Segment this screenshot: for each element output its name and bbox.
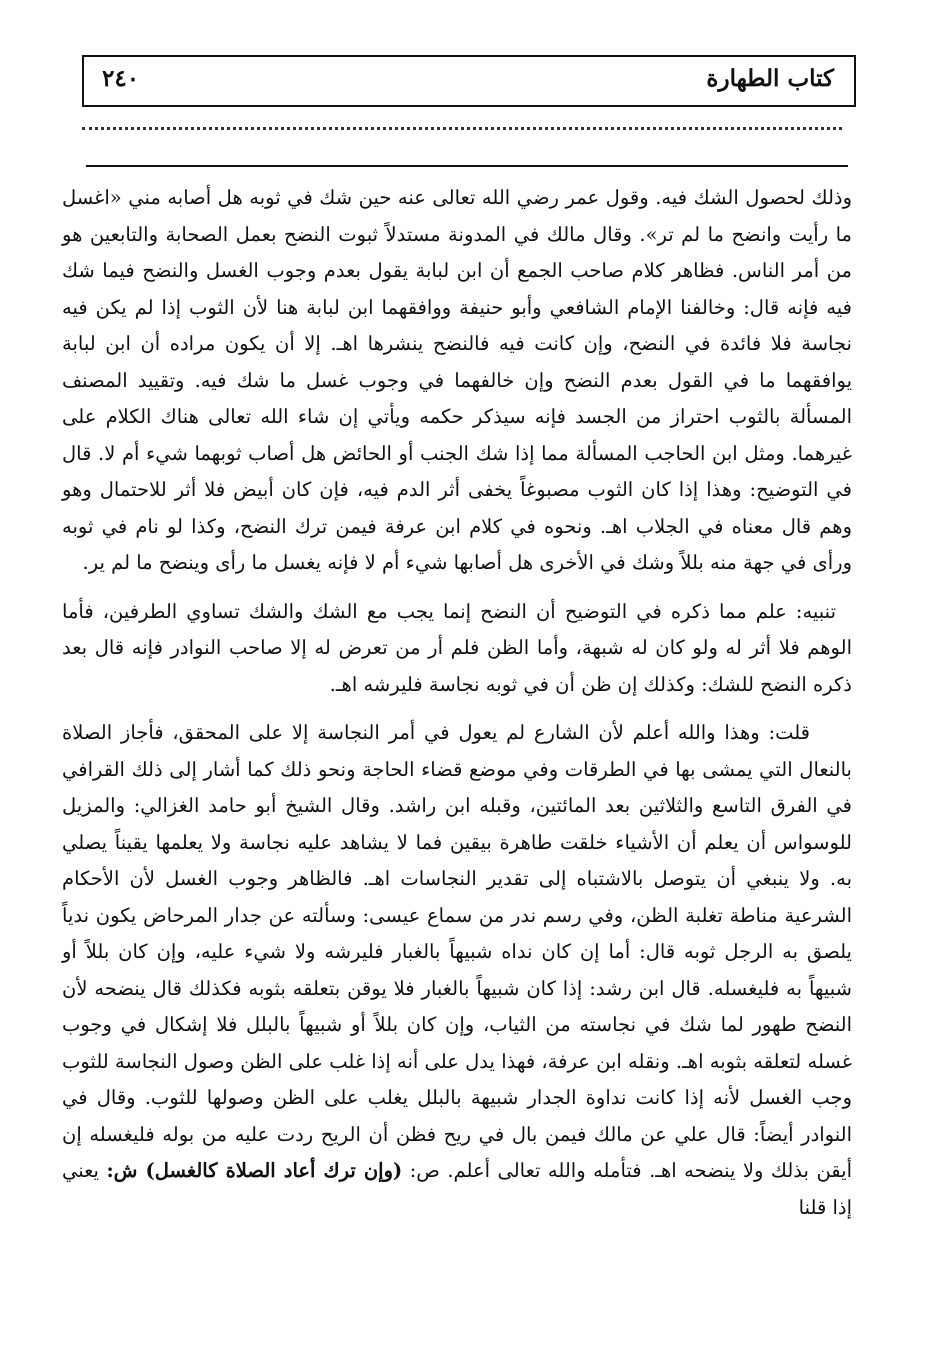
matn-quote: (وإن ترك أعاد الصلاة كالغسل) ش: <box>106 1159 403 1182</box>
paragraph-discussion <box>62 715 852 1226</box>
paragraph-discussion-text: قلت: وهذا والله أعلم لأن الشارع لم يعول في أمر النجاسة إلا على المحقق، فأجاز الصلاة بالنعال التي يمشى بها في الطرقات وفي موضع قضاء الحاجة ونحو ذلك كما أشار إلى ذلك القرافي في الفرق التاسع والثلاثين بعد المائتين، وقبله ابن راشد. وقال الشيخ أبو حامد الغزالي: والمزيل للوسواس أن يعلم أن الأشياء خلقت طاهرة بيقين فما لا يشاهد عليه نجاسة ولا يعلمها يقيناً يصلي به. ولا ينبغي أن يتوصل بالاشتباه إلى تقدير النجاسات اهـ. فالظاهر وجوب الغسل لأن الأحكام الشرعية مناطة تغلبة الظن، وفي رسم ندر من سماع عيسى: وسألته عن جدار المرحاض يكون ندياً يلصق به الرجل ثوبه قال: أما إن كان نداه شبيهاً بالغبار فليرشه ولا شيء عليه، وإن كان بللاً أو شبيهاً به فليغسله. قال ابن رشد: إذا كان شبيهاً بالغبار فلا يوقن بتعلقه بثوبه فكذلك قال ينضحه لأن النضح طهور لما شك في نجاسته من الثياب، وإن كان بللاً أو شبيهاً بالبلل فلا إشكال في وجوب غسله لتعلقه بثوبه اهـ. ونقله ابن عرفة، فهذا يدل على أنه إذا غلب على الظن وصول النجاسة للثوب وجب الغسل لأنه إذا كانت نداوة الجدار شبيهة بالبلل يغلب على الظن وصولها للثوب. وقال في النوادر أيضاً: قال علي عن مالك فيمن بال في ريح فظن أن الريح ردت عليه من بوله فليغسله إن أيقن بذلك ولا ينضحه اهـ. فتأمله والله تعالى أعلم. ص: <box>62 721 852 1182</box>
page-body <box>62 180 852 1226</box>
paragraph-note: تنبيه: علم مما ذكره في التوضيح أن النضح إنما يجب مع الشك والشك تساوي الطرفين، فأما الوهم فلا أثر له ولو كان له شبهة، وأما الظن فلم أر من تعرض له إلا صاحب النوادر فإنه قال بعد ذكره النضح للشك: وكذلك إن ظن أن في ثوبه نجاسة فليرشه اهـ. <box>62 599 852 696</box>
page-number: ٢٤٠ <box>102 65 140 92</box>
running-header <box>82 55 856 107</box>
paragraph-commentary: وذلك لحصول الشك فيه. وقول عمر رضي الله تعالى عنه حين شك في ثوبه هل أصابه مني «اغسل ما رأيت وانضح ما لم تر». وقال مالك في المدونة مستدلاً ثبوت النضح بعمل الصحابة والتابعين هو من أمر الناس. فظاهر كلام صاحب الجمع أن ابن لبابة يقول بعدم وجوب الغسل والنضح فيما شك فيه فإنه قال: وخالفنا الإمام الشافعي وأبو حنيفة ووافقهما ابن لبابة هنا لأن الثوب إذا لم يكن فيه نجاسة فلا فائدة في النضح، وإن كانت فيه فالنضح ينشرها اهـ. إلا أن يكون مراده أن ابن لبابة يوافقهما ما في القول بعدم النضح وإن خالفهما في وجوب غسل ما شك فيه. وتقييد المصنف المسألة بالثوب احتراز من الجسد فإنه سيذكر حكمه ويأتي إن شاء الله تعالى هناك الكلام على غيرهما. ومثل ابن الحاجب المسألة مما إذا شك الجنب أو الحائض هل أصاب ثوبهما شيء أم لا. قال في التوضيح: وهذا إذا كان الثوب مصبوغاً يخفى أثر الدم فيه، فإن كان أبيض فلا أثر للاحتمال وهو وهم قال معناه في الجلاب اهـ. ونحوه في كلام ابن عرفة فيمن ترك النضح، وكذا لو نام في ثوبه ورأى في جهة منه بللاً وشك في الأخرى هل أصابها شيء أم لا فإنه يغسل ما رأى وينضح ما لم ير. <box>62 186 852 574</box>
chapter-title: كتاب الطهارة <box>706 65 834 92</box>
horizontal-rule <box>86 165 848 167</box>
dotted-separator <box>82 127 842 130</box>
paragraph-discussion-tail: يعني إذا قلنا <box>62 1159 852 1219</box>
